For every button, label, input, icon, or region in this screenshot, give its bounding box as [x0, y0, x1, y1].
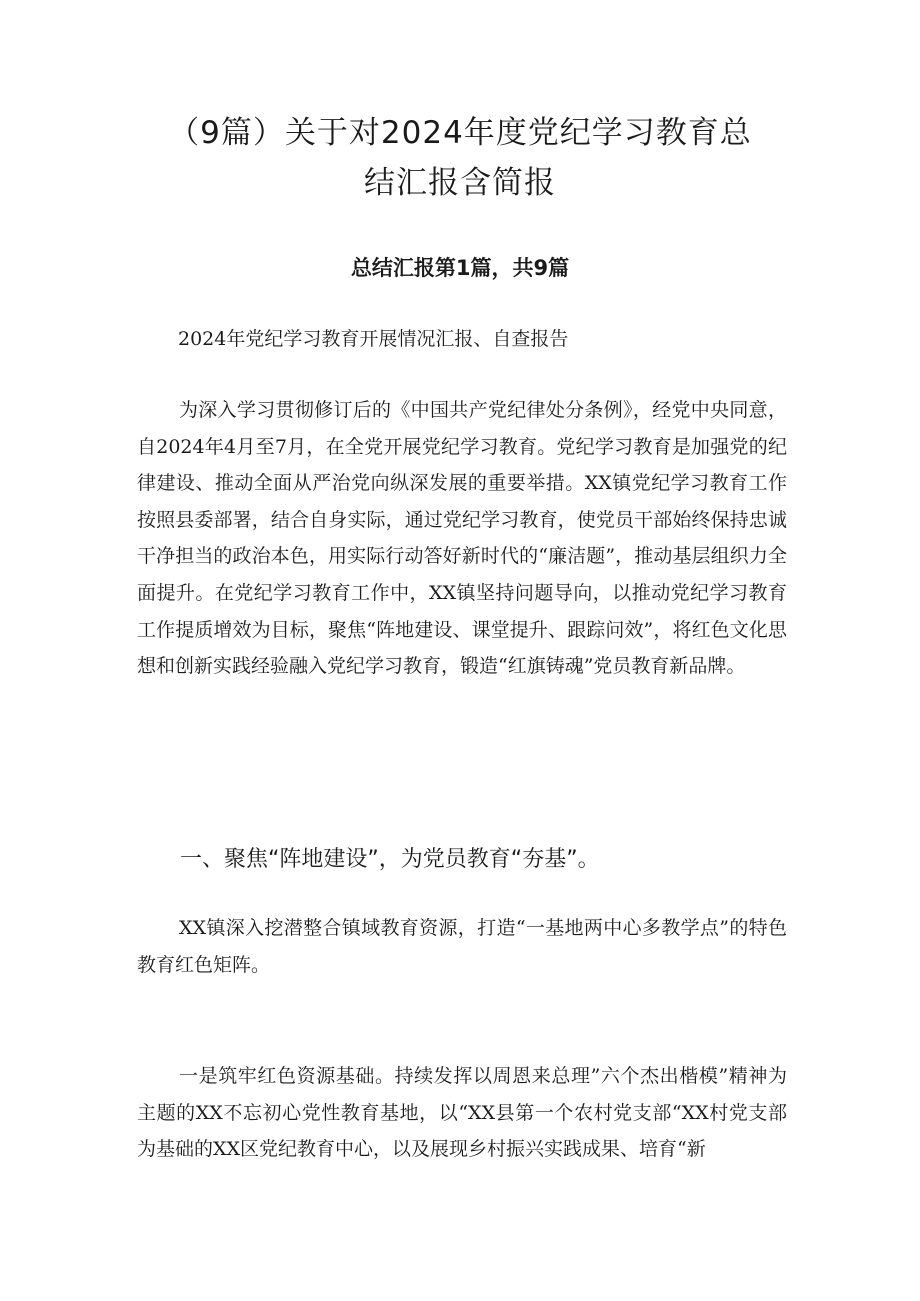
body-paragraph-1: 为深入学习贯彻修订后的《中国共产党纪律处分条例》，经党中央同意，自2024年4月至7月，在全党开展党纪学习教育。党纪学习教育是加强党的纪律建设、推动全面从严治党向纵深发展的重要举措。XX镇党纪学习教育工作按照县委部署，结合自身实际，通过党纪学习教育，使党员干部始终保持忠诚干净担当的政治本色，用实际行动答好新时代的“廉洁题”，推动基层组织力全面提升。在党纪学习教育工作中，XX镇坚持问题导向，以推动党纪学习教育工作提质增效为目标，聚焦“阵地建设、课堂提升、跟踪问效”，将红色文化思想和创新实践经验融入党纪学习教育，锻造“红旗铸魂”党员教育新品牌。: [137, 399, 787, 678]
report-subtitle: 2024年党纪学习教育开展情况汇报、自查报告: [178, 328, 569, 350]
body-paragraph-3: 一是筑牢红色资源基础。持续发挥以周恩来总理”六个杰出楷模”精神为主题的XX不忘初心党性教育基地，以“XX县第一个农村党支部“XX村党支部为基础的XX区党纪教育中心，以及展现乡村振兴实践成果、培育“新: [137, 1065, 787, 1161]
document-title-line-1: （9篇）关于对2024年度党纪学习教育总: [168, 115, 752, 151]
document-title-line-2: 结汇报含简报: [364, 165, 556, 201]
document-title: [120, 108, 800, 208]
section-count: 总结汇报第1篇，共9篇: [350, 256, 570, 280]
section-heading-1: 一、聚焦“阵地建设”，为党员教育“夯基”。: [180, 847, 600, 872]
body-paragraph-2: XX镇深入挖潜整合镇域教育资源，打造“一基地两中心多教学点”的特色教育红色矩阵。: [137, 917, 787, 976]
